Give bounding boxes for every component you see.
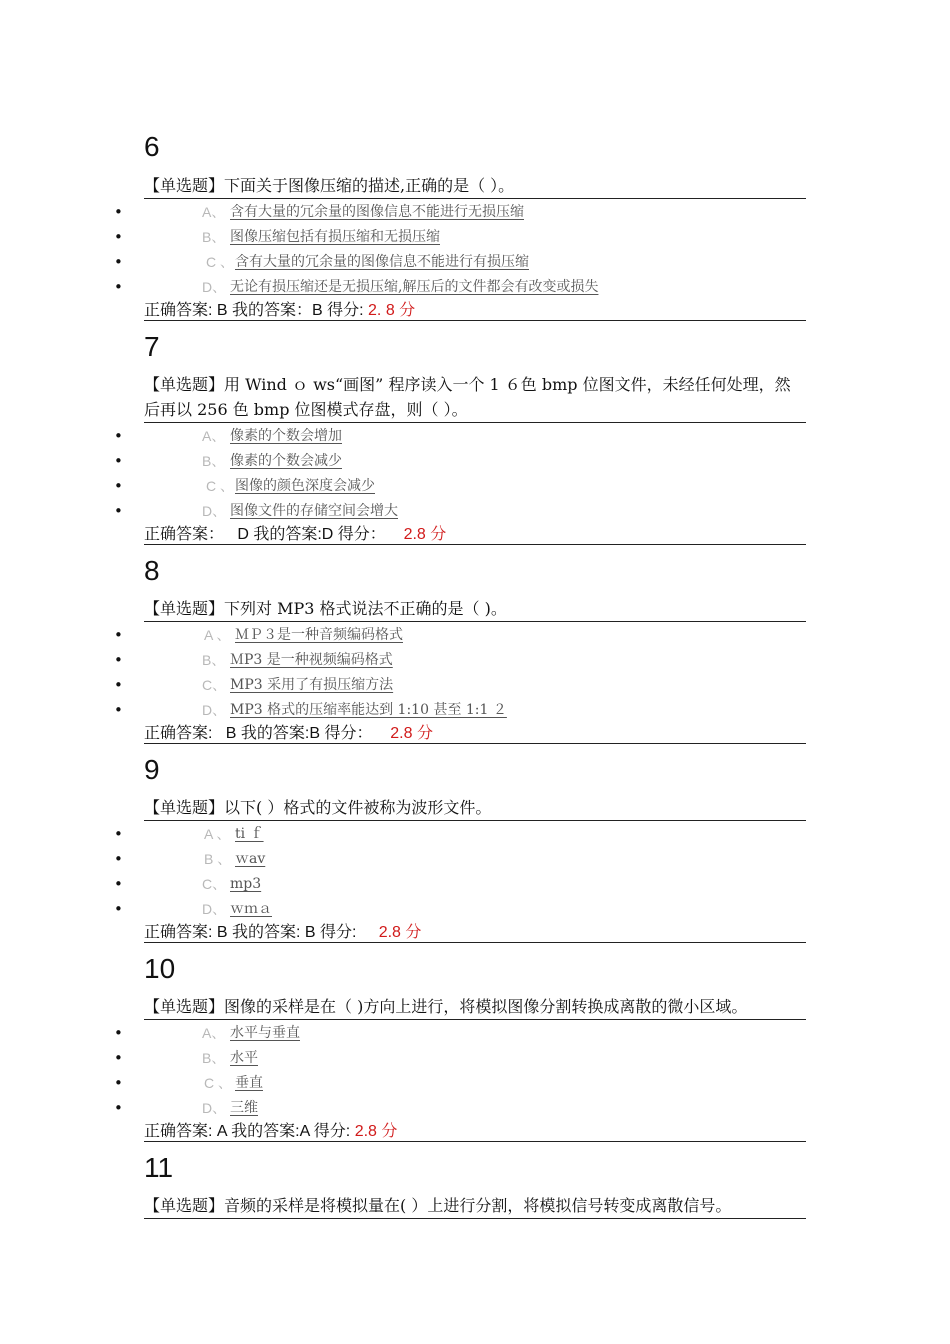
answer-divider: [144, 743, 806, 744]
option-link[interactable]: ti ｆ: [235, 826, 264, 842]
option-link[interactable]: mp3: [230, 876, 262, 892]
option-letter: A 、: [204, 826, 231, 842]
bullet-icon: •: [114, 253, 123, 271]
score-value: 2.8 分: [378, 924, 422, 941]
answer-summary: 正确答案: B 我的答案：B 得分:: [144, 302, 369, 319]
question-divider: [144, 621, 806, 622]
question-number: 10: [144, 953, 176, 984]
option-letter: D、: [202, 901, 227, 917]
question-text: 【单选题】图像的采样是在（ )方向上进行，将模拟图像分割转换成离散的微小区域。: [144, 997, 748, 1016]
option-link[interactable]: MP3 采用了有损压缩方法: [230, 677, 394, 693]
option-link[interactable]: 图像压缩包括有损压缩和无损压缩: [230, 229, 440, 245]
answer-line: [144, 922, 421, 944]
bullet-icon: •: [114, 825, 123, 843]
option-link[interactable]: ＭＰ３是一种音频编码格式: [235, 627, 403, 643]
option-letter: B、: [202, 652, 226, 668]
score-value: 2.8 分: [403, 526, 447, 543]
option-link[interactable]: 垂直: [235, 1075, 263, 1091]
bullet-icon: •: [114, 1099, 123, 1117]
question-number: 9: [144, 754, 160, 785]
bullet-icon: •: [114, 1049, 123, 1067]
option-letter: D、: [202, 702, 227, 718]
option-link[interactable]: 水平: [230, 1050, 258, 1066]
question-divider: [144, 1019, 806, 1020]
option-link[interactable]: 图像的颜色深度会减少: [235, 478, 375, 494]
bullet-icon: •: [114, 900, 123, 918]
option-link[interactable]: ｗav: [235, 851, 266, 867]
question-text: 【单选题】音频的采样是将模拟量在( ）上进行分割，将模拟信号转变成离散信号。: [144, 1196, 732, 1215]
option-link[interactable]: 水平与垂直: [230, 1025, 300, 1041]
option-letter: A、: [202, 428, 226, 444]
option-letter: A、: [202, 204, 226, 220]
option-letter: D、: [202, 503, 227, 519]
option-letter: C 、: [206, 478, 234, 494]
option-letter: C 、: [206, 254, 234, 270]
option-letter: B、: [202, 1050, 226, 1066]
option-link[interactable]: 无论有损压缩还是无损压缩,解压后的文件都会有改变或损失: [230, 279, 599, 295]
bullet-icon: •: [114, 203, 123, 221]
answer-summary: 正确答案: B 我的答案: B 得分:: [144, 924, 379, 941]
answer-divider: [144, 1141, 806, 1142]
option-letter: C 、: [204, 1075, 232, 1091]
score-value: 2.8 分: [390, 725, 433, 742]
score-value: 2. 8 分: [368, 302, 416, 319]
option-letter: C、: [202, 876, 227, 892]
bullet-icon: •: [114, 278, 123, 296]
question-text: 【单选题】下列对 MP3 格式说法不正确的是（ )。: [144, 599, 507, 618]
bullet-icon: •: [114, 626, 123, 644]
option-letter: D、: [202, 279, 227, 295]
option-letter: A 、: [204, 627, 231, 643]
answer-summary: 正确答案: B 我的答案:B 得分：: [144, 725, 391, 742]
option-letter: B、: [202, 453, 226, 469]
answer-divider: [144, 320, 806, 321]
answer-summary: 正确答案: A 我的答案:A 得分:: [144, 1123, 355, 1140]
option-link[interactable]: 三维: [230, 1100, 258, 1116]
score-value: 2.8 分: [354, 1123, 398, 1140]
answer-line: [144, 1121, 397, 1143]
option-link[interactable]: 像素的个数会减少: [230, 453, 342, 469]
bullet-icon: •: [114, 701, 123, 719]
answer-divider: [144, 942, 806, 943]
bullet-icon: •: [114, 875, 123, 893]
bullet-icon: •: [114, 651, 123, 669]
bullet-icon: •: [114, 452, 123, 470]
option-letter: D、: [202, 1100, 227, 1116]
question-divider: [144, 820, 806, 821]
answer-line: [144, 723, 433, 745]
question-text: 【单选题】用 Wind ｏ ws“画图” 程序读入一个 1 ６色 bmp 位图文件，未经任何处理，然: [144, 375, 791, 394]
bullet-icon: •: [114, 1074, 123, 1092]
question-number: 8: [144, 555, 160, 586]
question-text: 【单选题】以下( ）格式的文件被称为波形文件。: [144, 798, 492, 817]
option-letter: B 、: [204, 851, 232, 867]
option-letter: A、: [202, 1025, 226, 1041]
bullet-icon: •: [114, 228, 123, 246]
question-text: 后再以 256 色 bmp 位图模式存盘，则（ ）。: [144, 400, 468, 419]
option-link[interactable]: 含有大量的冗余量的图像信息不能进行有损压缩: [235, 254, 529, 270]
bullet-icon: •: [114, 1024, 123, 1042]
question-divider: [144, 198, 806, 199]
option-link[interactable]: 图像文件的存储空间会增大: [230, 503, 398, 519]
answer-summary: 正确答案： D 我的答案:D 得分：: [144, 526, 404, 543]
answer-divider: [144, 544, 806, 545]
question-divider: [144, 422, 806, 423]
question-divider: [144, 1218, 806, 1219]
bullet-icon: •: [114, 850, 123, 868]
question-number: 11: [144, 1152, 174, 1183]
question-number: 6: [144, 131, 160, 162]
option-link[interactable]: 像素的个数会增加: [230, 428, 342, 444]
option-link[interactable]: 含有大量的冗余量的图像信息不能进行无损压缩: [230, 204, 524, 220]
question-text: 【单选题】下面关于图像压缩的描述,正确的是（ ）。: [144, 176, 515, 195]
bullet-icon: •: [114, 477, 123, 495]
option-link[interactable]: ＭP3 是一种视频编码格式: [230, 652, 393, 668]
option-letter: B、: [202, 229, 226, 245]
question-number: 7: [144, 331, 160, 362]
answer-line: [144, 300, 415, 322]
option-link[interactable]: MP3 格式的压缩率能达到 1:10 甚至 1:1 ２: [230, 702, 507, 718]
bullet-icon: •: [114, 427, 123, 445]
option-letter: C、: [202, 677, 227, 693]
answer-line: [144, 524, 446, 546]
bullet-icon: •: [114, 502, 123, 520]
bullet-icon: •: [114, 676, 123, 694]
option-link[interactable]: ｗｍａ: [230, 901, 272, 917]
